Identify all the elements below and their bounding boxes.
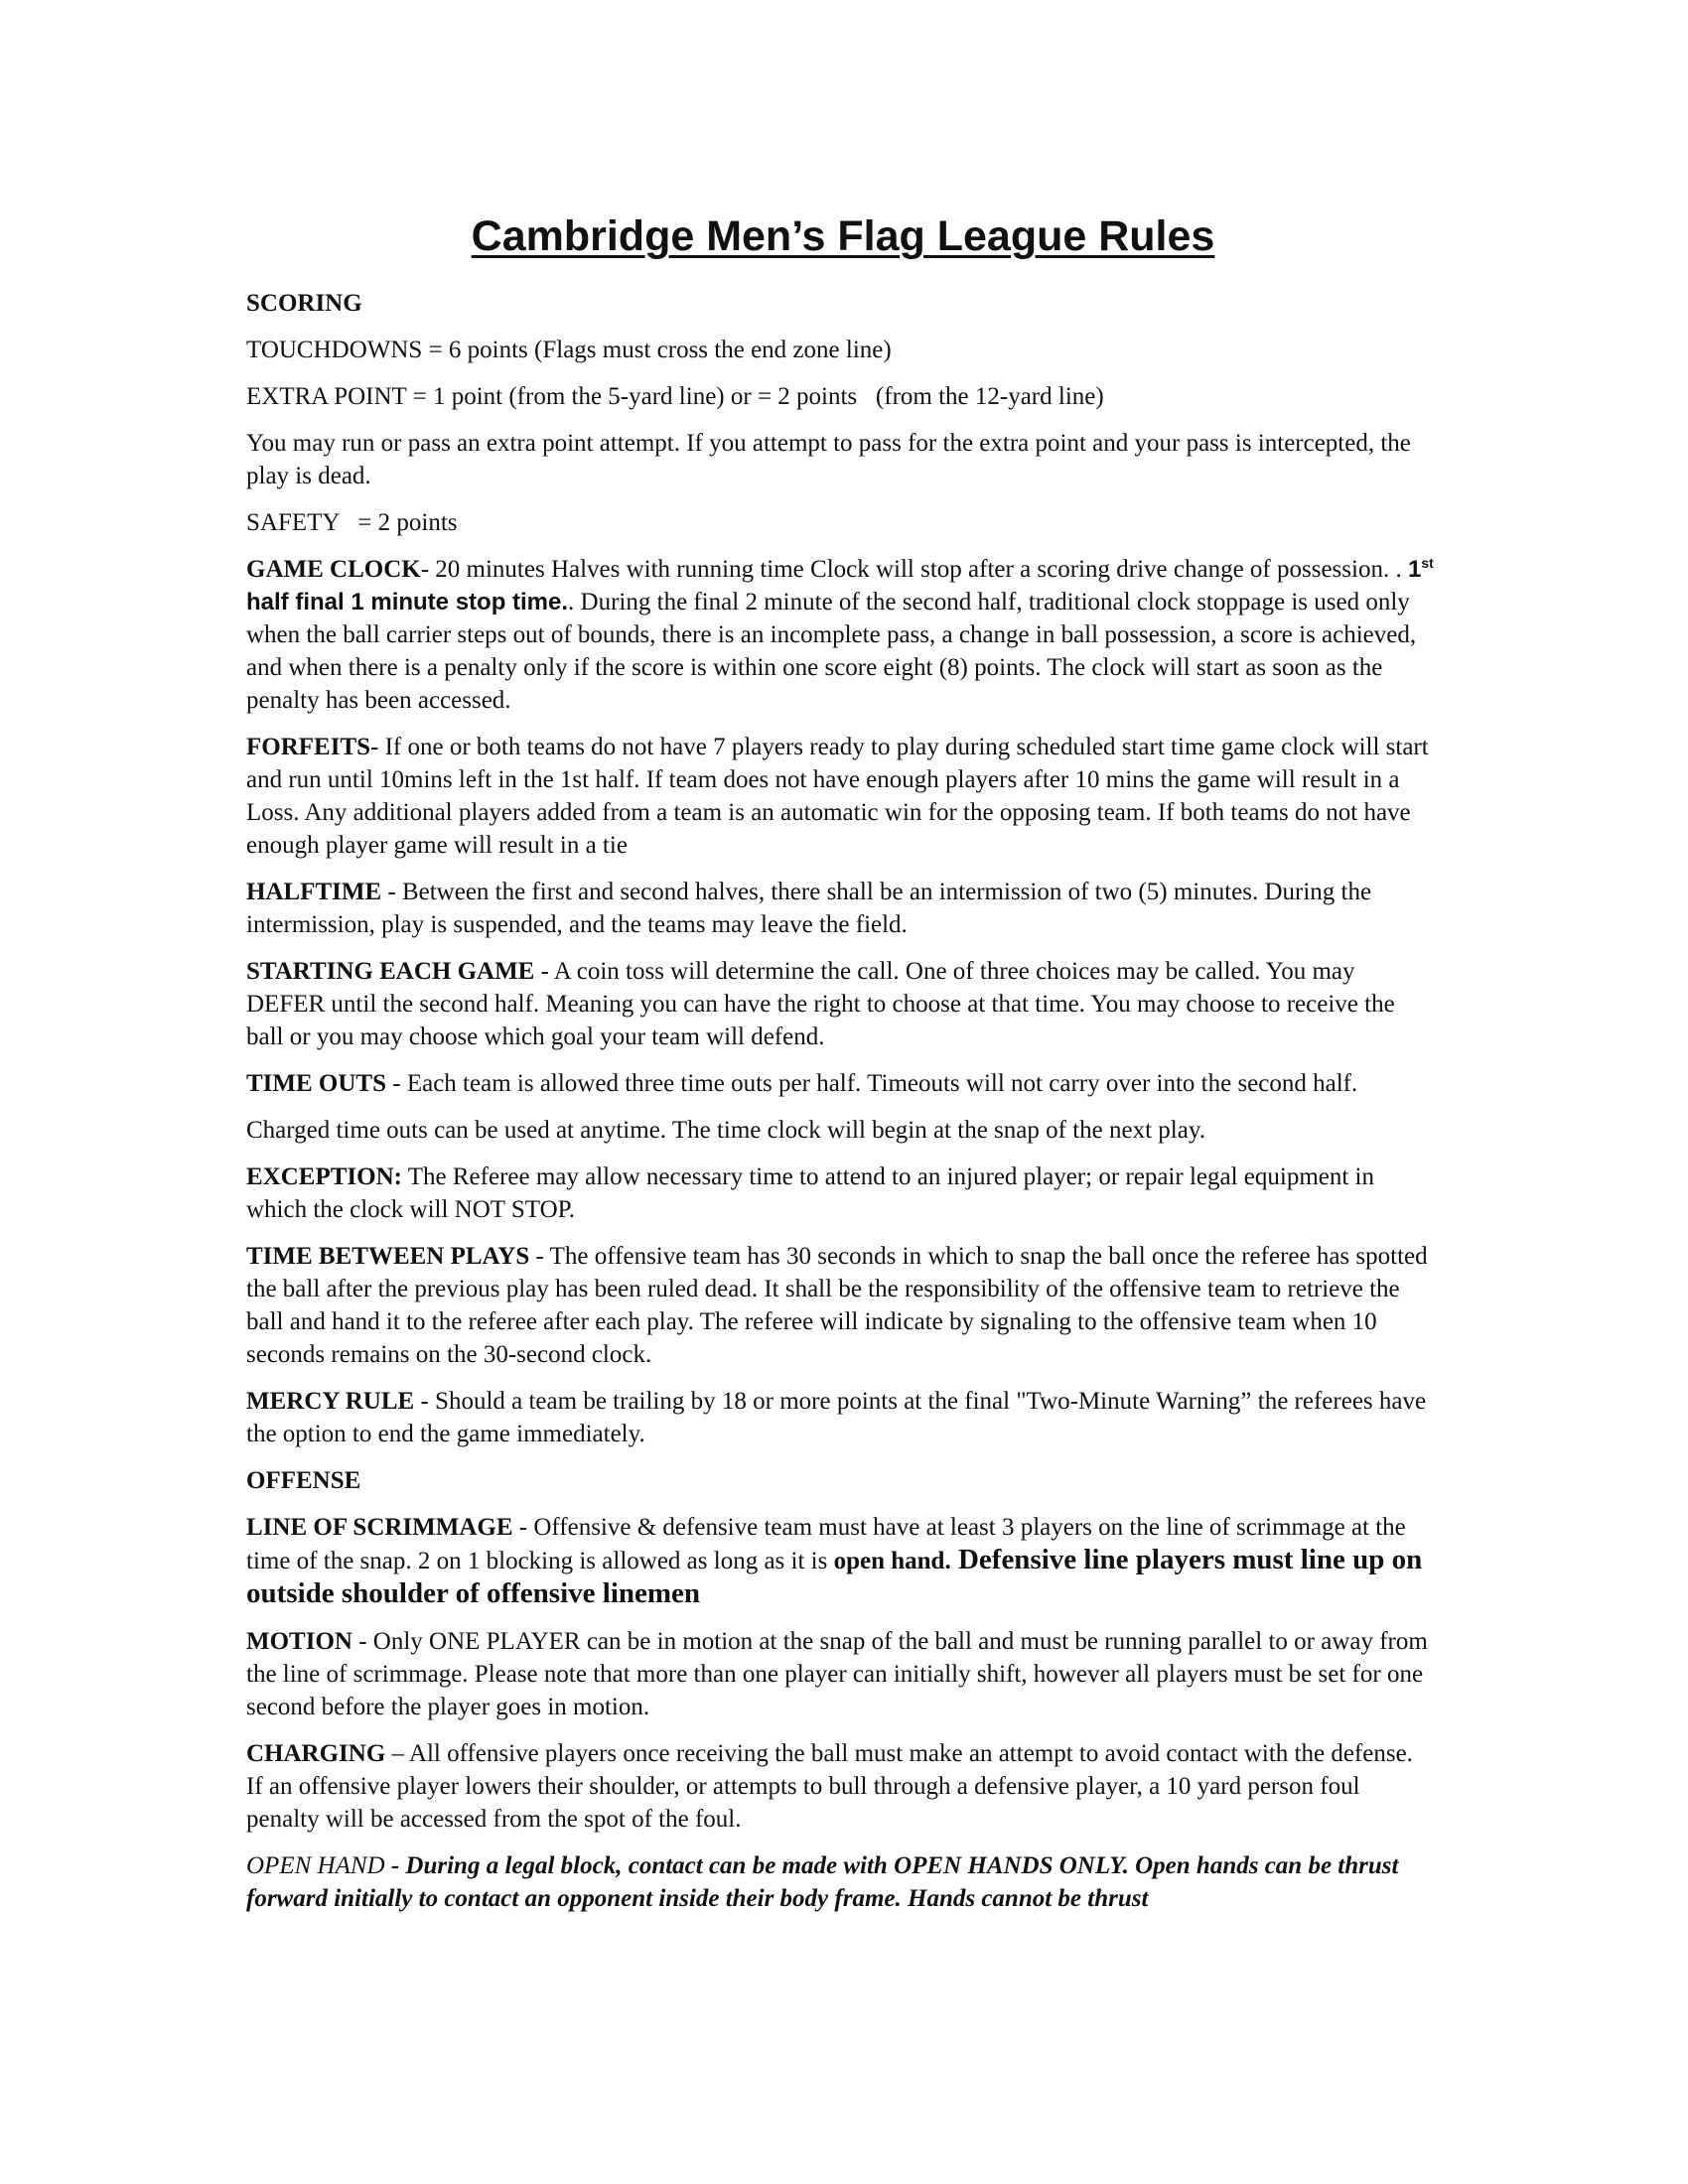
rule-label: CHARGING <box>246 1740 386 1767</box>
rule-text: - Should a team be trailing by 18 or more points at the final "Two-Minute Warning” the referees have the option to end the game immediately. <box>246 1388 1427 1447</box>
rule-text: - 20 minutes Halves with running time Clock will stop after a scoring drive change of possession. . <box>420 556 1408 583</box>
rule-charging <box>246 1737 1434 1836</box>
rule-label: HALFTIME <box>246 879 382 905</box>
rule-halftime <box>246 876 1434 941</box>
extra-point-range: (from the 12-yard line) <box>875 383 1104 410</box>
rule-motion <box>246 1625 1434 1723</box>
rule-text: - The offensive team has 30 seconds in which to snap the ball once the referee has spotted the ball after the previous play has been ruled dead. It shall be the responsibility of the offensive team to retrieve the ball and hand it to the referee after each play. The referee will indicate by signaling to the offensive team when 10 seconds remains on the 30-second clock. <box>246 1243 1428 1368</box>
section-heading-scoring: SCORING <box>246 290 362 317</box>
rule-label: EXCEPTION: <box>246 1163 402 1190</box>
rule-label: MERCY RULE <box>246 1388 415 1415</box>
first-half-number: 1 <box>1407 556 1422 583</box>
rule-game-clock <box>246 553 1434 717</box>
defensive-line-note: Defensive line players must line up on outside shoulder of offensive linemen <box>246 1544 1423 1609</box>
rule-text: The Referee may allow necessary time to attend to an injured player; or repair legal equipment in which the clock will NOT STOP. <box>246 1163 1374 1223</box>
rule-exception <box>246 1160 1434 1226</box>
rule-label: FORFEITS <box>246 734 371 760</box>
rule-text: - During a legal block, contact can be made with OPEN HANDS ONLY. Open hands can be thrust forward initially to contact an opponent inside their body frame. Hands cannot be thrust <box>246 1852 1399 1912</box>
rule-text: - Between the first and second halves, there shall be an intermission of two (5) minutes. During the intermission, play is suspended, and the teams may leave the field. <box>246 879 1372 938</box>
rule-text: – All offensive players once receiving the ball must make an attempt to avoid contact with the defense. If an offensive player lowers their shoulder, or attempts to bull through a defensive player, a 10 yard person foul penalty will be accessed from the spot of the foul. <box>246 1740 1413 1833</box>
section-heading-offense: OFFENSE <box>246 1467 361 1494</box>
rule-touchdowns: TOUCHDOWNS = 6 points (Flags must cross the end zone line) <box>246 337 892 363</box>
open-hand-emphasis: open hand. <box>833 1548 951 1574</box>
rule-safety: SAFETY = 2 points <box>246 509 458 536</box>
rule-label: TIME BETWEEN PLAYS <box>246 1243 530 1270</box>
rule-open-hand <box>246 1849 1434 1915</box>
rule-text: - Offensive & defensive team must have at least 3 players on the line of scrimmage at the time of the snap. 2 on 1 blocking is allowed as long as it is <box>246 1514 1406 1574</box>
rule-starting-each-game <box>246 955 1434 1053</box>
page-title: Cambridge Men’s Flag League Rules <box>471 212 1215 260</box>
rule-text: - Only ONE PLAYER can be in motion at the snap of the ball and must be running parallel to or away from the line of scrimmage. Please note that more than one player can initially shift, however all players must be set for one second before the player goes in motion. <box>246 1628 1428 1720</box>
rule-label: OPEN HAND <box>246 1852 385 1879</box>
rule-charged-time-outs: Charged time outs can be used at anytime. The time clock will begin at the snap of the next play. <box>246 1117 1205 1144</box>
rule-time-outs <box>246 1067 1434 1100</box>
rule-text: . During the final 2 minute of the second half, traditional clock stoppage is used only when the ball carrier steps out of bounds, there is an incomplete pass, a change in ball possession, a score is achieved, and when there is a penalty only if the score is within one score eight (8) points. The clock will start as soon as the penalty has been accessed. <box>246 589 1417 714</box>
rule-time-between-plays <box>246 1240 1434 1371</box>
rule-extra-attempt: You may run or pass an extra point attempt. If you attempt to pass for the extra point and your pass is intercepted, the play is dead. <box>246 430 1411 489</box>
rule-extra-point <box>246 380 1434 413</box>
rule-forfeits <box>246 731 1434 862</box>
rule-label: STARTING EACH GAME <box>246 958 535 985</box>
rule-label: TIME OUTS <box>246 1070 387 1097</box>
first-half-rest: half final 1 minute stop time. <box>246 589 569 615</box>
rule-label: LINE OF SCRIMMAGE <box>246 1514 513 1541</box>
rule-label: MOTION <box>246 1628 352 1655</box>
rule-text: - Each team is allowed three time outs per half. Timeouts will not carry over into the second half. <box>386 1070 1358 1097</box>
document-body <box>246 199 1434 1929</box>
rule-text: - A coin toss will determine the call. One of three choices may be called. You may DEFER until the second half. Meaning you can have the right to choose at that time. You may choose to receive the ball or you may choose which goal your team will defend. <box>246 958 1395 1050</box>
rule-mercy <box>246 1385 1434 1450</box>
rule-text: - If one or both teams do not have 7 players ready to play during scheduled start time game clock will start and run until 10mins left in the 1st half. If team does not have enough players after 10 mins the game will result in a Loss. Any additional players added from a team is an automatic win for the opposing team. If both teams do not have enough player game will result in a tie <box>246 734 1429 859</box>
rule-line-of-scrimmage <box>246 1511 1434 1611</box>
rule-label: GAME CLOCK <box>246 556 421 583</box>
extra-point-text: EXTRA POINT = 1 point (from the 5-yard line) or = 2 points <box>246 383 858 410</box>
first-half-suffix: st <box>1421 555 1434 571</box>
